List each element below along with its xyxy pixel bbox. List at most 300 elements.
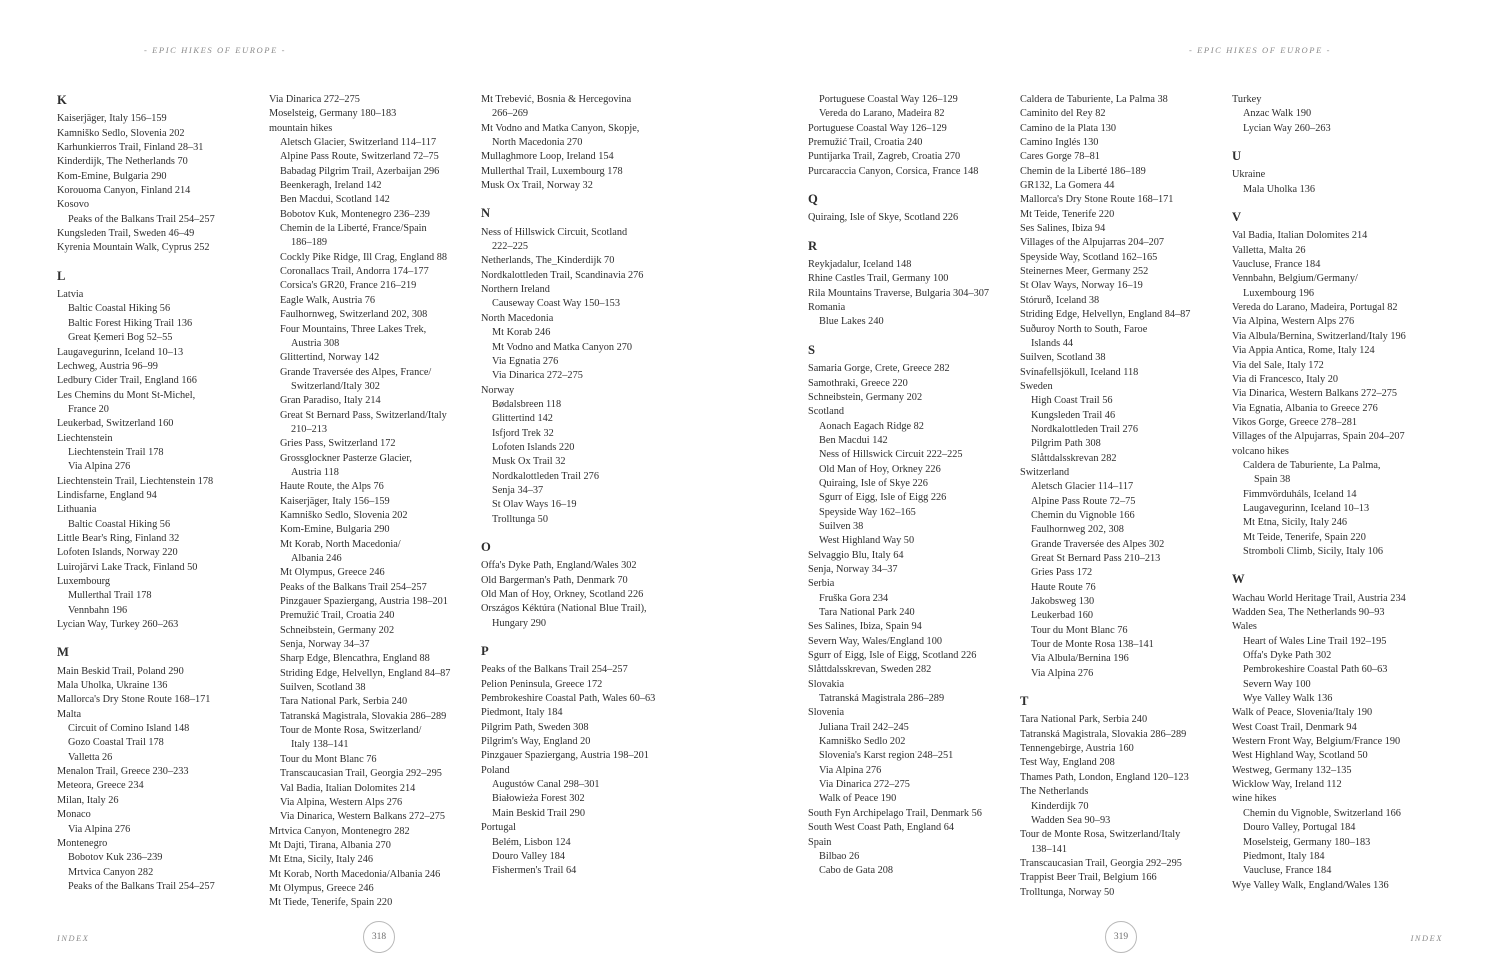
index-entry: Tour de Monte Rosa, Switzerland/Italy <box>1020 829 1181 841</box>
index-entry: Latvia <box>57 289 84 301</box>
index-entry: Gozo Coastal Trail 178 <box>68 737 164 749</box>
index-entry: GR132, La Gomera 44 <box>1020 180 1115 192</box>
index-entry: Quiraing, Isle of Skye 226 <box>819 477 928 489</box>
index-entry: Striding Edge, Helvellyn, England 84–87 <box>280 667 451 679</box>
index-entry: Fishermen's Trail 64 <box>492 865 577 877</box>
index-letter-heading: P <box>481 644 489 659</box>
index-entry: Villages of the Alpujarras, Spain 204–207 <box>1232 431 1405 443</box>
index-entry: Fruška Gora 234 <box>819 592 889 604</box>
index-entry: Scotland <box>808 406 845 418</box>
index-letter-heading: V <box>1232 210 1242 225</box>
index-entry: Slåttdalsskrevan, Sweden 282 <box>808 664 932 676</box>
index-entry: Via Dinarica, Western Balkans 272–275 <box>280 811 446 823</box>
index-entry: Laugavegurinn, Iceland 10–13 <box>57 346 184 358</box>
index-entry: Ses Salines, Ibiza 94 <box>1020 223 1106 235</box>
index-entry: Glittertind 142 <box>492 413 553 425</box>
index-entry: Val Badia, Italian Dolomites 214 <box>280 782 416 794</box>
index-entry: Mt Olympus, Greece 246 <box>280 567 385 579</box>
index-entry: Fimmvörduháls, Iceland 14 <box>1243 488 1357 500</box>
index-entry: Douro Valley, Portugal 184 <box>1243 822 1356 834</box>
index-entry: Mullerthal Trail 178 <box>68 590 152 602</box>
index-entry: Circuit of Comino Island 148 <box>68 723 190 735</box>
running-head-right: - EPIC HIKES OF EUROPE - <box>1188 45 1332 55</box>
index-entry: Netherlands, The_Kinderdijk 70 <box>481 255 615 267</box>
index-entry: Mt Vodno and Matka Canyon, Skopje, <box>481 122 640 134</box>
index-entry: Bobotov Kuk, Montenegro 236–239 <box>280 208 430 220</box>
index-entry: Heart of Wales Line Trail 192–195 <box>1243 635 1387 647</box>
index-entry: Baltic Forest Hiking Trail 136 <box>68 317 193 329</box>
index-entry: Via Alpina 276 <box>819 764 882 776</box>
index-column-3 <box>481 93 679 911</box>
index-entry: Ben Macdui 142 <box>819 434 888 446</box>
index-entry: Reykjadalur, Iceland 148 <box>808 259 912 271</box>
index-entry: Bødalsbreen 118 <box>492 398 562 410</box>
index-entry: 222–225 <box>492 241 529 253</box>
index-entry: Kaiserjäger, Italy 156–159 <box>57 113 167 125</box>
index-entry: Wadden Sea 90–93 <box>1031 814 1111 826</box>
index-entry: Aonach Eagach Ridge 82 <box>819 420 924 432</box>
index-entry: 210–213 <box>291 423 328 435</box>
index-entry: Lechweg, Austria 96–99 <box>57 360 158 372</box>
index-entry: Tatranská Magistrala 286–289 <box>819 693 945 705</box>
index-entry: Austria 118 <box>291 466 339 478</box>
index-entry: Trolltunga 50 <box>492 513 548 525</box>
index-entry: Eagle Walk, Austria 76 <box>280 294 376 306</box>
index-entry: Tatranská Magistrala, Slovakia 286–289 <box>1020 728 1187 740</box>
index-entry: Schneibstein, Germany 202 <box>808 391 923 403</box>
index-entry: Peaks of the Balkans Trail 254–257 <box>481 664 628 676</box>
index-entry: Portugal <box>481 822 516 834</box>
index-entry: Moselsteig, Germany 180–183 <box>269 108 397 120</box>
index-entry: Kaiserjäger, Italy 156–159 <box>280 495 390 507</box>
index-entry: Slovenia <box>808 707 845 719</box>
index-entry: Vereda do Larano, Madeira 82 <box>819 108 945 120</box>
index-entry: Mrtvica Canyon 282 <box>68 866 154 878</box>
index-entry: Tatranská Magistrala, Slovakia 286–289 <box>280 710 447 722</box>
index-entry: Sweden <box>1020 380 1053 392</box>
index-entry: Vennbahn 196 <box>68 604 128 616</box>
index-entry: 138–141 <box>1031 843 1068 855</box>
index-entry: Liechtenstein Trail, Liechtenstein 178 <box>57 475 214 487</box>
index-entry: Western Front Way, Belgium/France 190 <box>1232 736 1401 748</box>
index-entry: Baltic Coastal Hiking 56 <box>68 518 171 530</box>
index-entry: Causeway Coast Way 150–153 <box>492 298 620 310</box>
index-entry: Hungary 290 <box>492 617 547 629</box>
index-entry: 186–189 <box>291 237 328 249</box>
index-entry: Mullerthal Trail, Luxembourg 178 <box>481 165 623 177</box>
index-entry: Slovenia's Karst region 248–251 <box>819 750 954 762</box>
index-entry: Lithuania <box>57 504 97 516</box>
index-entry: Alpine Pass Route, Switzerland 72–75 <box>280 151 439 163</box>
index-entry: Faulhornweg, Switzerland 202, 308 <box>280 309 428 321</box>
index-entry: Tour de Monte Rosa, Switzerland/ <box>280 725 422 737</box>
index-entry: Grande Traversée des Alpes 302 <box>1031 538 1165 550</box>
index-entry: Pilgrim Path, Sweden 308 <box>481 721 589 733</box>
index-entry: Caminito del Rey 82 <box>1020 108 1106 120</box>
index-entry: Switzerland <box>1020 466 1070 478</box>
index-column-2 <box>269 93 467 911</box>
index-entry: volcano hikes <box>1232 445 1289 457</box>
index-entry: Babadag Pilgrim Trail, Azerbaijan 296 <box>280 165 440 177</box>
index-entry: Via di Francesco, Italy 20 <box>1232 373 1339 385</box>
index-entry: Mala Uholka 136 <box>1243 183 1316 195</box>
index-entry: Milan, Italy 26 <box>57 794 119 806</box>
index-entry: Mt Teide, Tenerife 220 <box>1020 208 1115 220</box>
index-entry: Pinzgauer Spaziergang, Austria 198–201 <box>481 750 649 762</box>
index-entry: Via Albula/Bernina 196 <box>1031 653 1129 665</box>
index-entry: Meteora, Greece 234 <box>57 780 144 792</box>
index-entry: Camino de la Plata 130 <box>1020 122 1117 134</box>
index-entry: Via del Sale, Italy 172 <box>1232 359 1324 371</box>
index-entry: Premužić Trail, Croatia 240 <box>808 137 923 149</box>
index-entry: Northern Ireland <box>481 284 550 296</box>
index-entry: St Olav Ways, Norway 16–19 <box>1020 280 1143 292</box>
index-entry: Wachau World Heritage Trail, Austria 234 <box>1232 592 1406 604</box>
footer-label-left: INDEX <box>57 934 90 943</box>
index-entry: Severn Way 100 <box>1243 678 1311 690</box>
index-entry: Tara National Park, Serbia 240 <box>280 696 408 708</box>
index-entry: Mt Olympus, Greece 246 <box>269 882 374 894</box>
index-entry: Vennbahn, Belgium/Germany/ <box>1232 273 1358 285</box>
index-entry: Via Dinarica 272–275 <box>819 779 910 791</box>
index-entry: Musk Ox Trail, Norway 32 <box>481 180 593 192</box>
index-entry: Tara National Park, Serbia 240 <box>1020 714 1148 726</box>
index-entry: The Netherlands <box>1020 786 1089 798</box>
index-entry: Transcaucasian Trail, Georgia 292–295 <box>1020 857 1182 869</box>
index-entry: Test Way, England 208 <box>1020 757 1115 769</box>
index-entry: Via Alpina 276 <box>68 461 131 473</box>
index-entry: Kungsleden Trail, Sweden 46–49 <box>57 228 195 240</box>
index-entry: Walk of Peace 190 <box>819 793 897 805</box>
index-entry: Puntijarka Trail, Zagreb, Croatia 270 <box>808 151 961 163</box>
index-entry: Speyside Way 162–165 <box>819 506 916 518</box>
index-entry: Mt Dajti, Tirana, Albania 270 <box>269 839 391 851</box>
index-entry: South Fyn Archipelago Trail, Denmark 56 <box>808 807 982 819</box>
index-entry: Országos Kéktúra (National Blue Trail), <box>481 603 647 615</box>
index-entry: Vaucluse, France 184 <box>1243 865 1332 877</box>
index-entry: Cares Gorge 78–81 <box>1020 151 1100 163</box>
index-entry: Mrtvica Canyon, Montenegro 282 <box>269 825 410 837</box>
index-entry: St Olav Ways 16–19 <box>492 499 577 511</box>
index-entry: Ness of Hillswick Circuit, Scotland <box>481 226 628 238</box>
index-letter-heading: S <box>808 342 816 357</box>
index-entry: Tara National Park 240 <box>819 607 915 618</box>
index-entry: Samaria Gorge, Crete, Greece 282 <box>808 363 950 375</box>
index-entry: Tour de Monte Rosa 138–141 <box>1031 639 1154 651</box>
index-entry: Kom-Emine, Bulgaria 290 <box>280 524 390 536</box>
index-entry: Piedmont, Italy 184 <box>481 707 563 719</box>
index-column-6 <box>1232 93 1430 900</box>
index-entry: Moselsteig, Germany 180–183 <box>1243 836 1371 848</box>
index-entry: Pinzgauer Spaziergang, Austria 198–201 <box>280 596 448 608</box>
index-entry: Quiraing, Isle of Skye, Scotland 226 <box>808 212 959 224</box>
index-entry: Karhunkierros Trail, Finland 28–31 <box>57 142 204 154</box>
index-entry: South West Coast Path, England 64 <box>808 822 954 834</box>
index-entry: Svínafellsjökull, Iceland 118 <box>1020 366 1139 378</box>
index-entry: Mullaghmore Loop, Ireland 154 <box>481 151 614 163</box>
index-entry: Blue Lakes 240 <box>819 316 884 328</box>
index-entry: Via Alpina 276 <box>1031 667 1094 679</box>
index-entry: Via Egnatia 276 <box>492 355 559 367</box>
index-entry: Ben Macdui, Scotland 142 <box>280 194 390 206</box>
index-entry: Rila Mountains Traverse, Bulgaria 304–307 <box>808 287 990 299</box>
index-entry: Villages of the Alpujarras 204–207 <box>1020 237 1165 249</box>
index-entry: Via Dinarica, Western Balkans 272–275 <box>1232 388 1398 400</box>
index-entry: Mt Trebević, Bosnia & Hercegovina <box>481 94 632 105</box>
index-entry: Trappist Beer Trail, Belgium 166 <box>1020 872 1157 884</box>
index-entry: Mt Etna, Sicily, Italy 246 <box>269 854 374 866</box>
index-entry: Luxembourg 196 <box>1243 287 1315 299</box>
page-right <box>750 0 1500 975</box>
index-entry: Mala Uholka, Ukraine 136 <box>57 680 168 692</box>
index-entry: Piedmont, Italy 184 <box>1243 850 1325 862</box>
index-entry: France 20 <box>68 403 109 415</box>
index-entry: Slåttdalsskrevan 282 <box>1031 452 1117 464</box>
index-entry: Via Alpina 276 <box>68 823 131 835</box>
index-entry: Kamniško Sedlo, Slovenia 202 <box>57 127 185 139</box>
index-columns-left <box>57 93 679 911</box>
index-letter-heading: Q <box>808 192 819 207</box>
index-entry: Coronallacs Trail, Andorra 174–177 <box>280 266 429 278</box>
index-entry: Mt Tiede, Tenerife, Spain 220 <box>269 897 393 909</box>
index-entry: Wales <box>1232 621 1257 633</box>
index-letter-heading: O <box>481 539 492 554</box>
index-entry: Westweg, Germany 132–135 <box>1232 764 1352 776</box>
footer-label-right: INDEX <box>1410 934 1443 943</box>
index-entry: Kamniško Sedlo 202 <box>819 736 906 748</box>
index-entry: Augustów Canal 298–301 <box>492 779 600 791</box>
index-entry: Aletsch Glacier 114–117 <box>1031 481 1134 493</box>
index-entry: Walk of Peace, Slovenia/Italy 190 <box>1232 707 1373 719</box>
running-head-left: - EPIC HIKES OF EUROPE - <box>143 45 287 55</box>
index-entry: Peaks of the Balkans Trail 254–257 <box>280 581 427 593</box>
folio-left: 318 <box>363 921 395 953</box>
index-entry: Vereda do Larano, Madeira, Portugal 82 <box>1232 302 1398 314</box>
index-entry: Montenegro <box>57 837 108 849</box>
index-entry: Kamniško Sedlo, Slovenia 202 <box>280 509 408 521</box>
index-entry: Kinderdijk 70 <box>1031 800 1089 812</box>
index-entry: Kinderdijk, The Netherlands 70 <box>57 156 188 168</box>
index-entry: Mt Korab, North Macedonia/Albania 246 <box>269 868 441 880</box>
index-column-5 <box>1020 93 1218 900</box>
index-entry: Kyrenia Mountain Walk, Cyprus 252 <box>57 242 210 254</box>
index-entry: Gries Pass 172 <box>1031 567 1093 579</box>
index-entry: Norway <box>481 384 515 396</box>
index-entry: Suilven, Scotland 38 <box>280 682 366 694</box>
index-entry: Via Alpina, Western Alps 276 <box>280 796 403 808</box>
index-entry: Suilven, Scotland 38 <box>1020 352 1106 364</box>
index-entry: Douro Valley 184 <box>492 850 566 862</box>
index-entry: Bobotov Kuk 236–239 <box>68 852 163 864</box>
index-column-4 <box>808 93 1006 900</box>
index-entry: Leukerbad, Switzerland 160 <box>57 418 174 430</box>
index-entry: Laugavegurinn, Iceland 10–13 <box>1243 502 1370 514</box>
index-entry: High Coast Trail 56 <box>1031 395 1113 407</box>
index-entry: Premužić Trail, Croatia 240 <box>280 610 395 622</box>
index-entry: Nordkalottleden Trail 276 <box>492 470 599 482</box>
index-entry: Speyside Way, Scotland 162–165 <box>1020 251 1158 263</box>
index-entry: Chemin de la Liberté 186–189 <box>1020 165 1146 177</box>
index-entry: Islands 44 <box>1031 337 1074 349</box>
index-entry: Mt Korab 246 <box>492 327 551 339</box>
index-entry: Ledbury Cider Trail, England 166 <box>57 375 197 387</box>
index-entry: Glittertind, Norway 142 <box>280 352 380 364</box>
index-entry: Severn Way, Wales/England 100 <box>808 635 942 647</box>
index-entry: North Macedonia 270 <box>492 137 583 149</box>
index-letter-heading: U <box>1232 149 1242 164</box>
index-entry: Switzerland/Italy 302 <box>291 380 380 392</box>
index-entry: Offa's Dyke Path 302 <box>1243 650 1332 662</box>
index-letter-heading: L <box>57 268 66 283</box>
index-entry: Striding Edge, Helvellyn, England 84–87 <box>1020 309 1191 321</box>
index-entry: Senja, Norway 34–37 <box>808 563 898 575</box>
index-entry: Camino Inglés 130 <box>1020 137 1099 149</box>
index-entry: Gran Paradiso, Italy 214 <box>280 395 381 407</box>
index-entry: Old Bargerman's Path, Denmark 70 <box>481 574 628 586</box>
index-entry: Via Appia Antica, Rome, Italy 124 <box>1232 345 1375 357</box>
index-entry: Gries Pass, Switzerland 172 <box>280 438 396 450</box>
index-entry: Les Chemins du Mont St-Michel, <box>57 389 196 401</box>
index-entry: Senja, Norway 34–37 <box>280 639 370 651</box>
index-entry: Selvaggio Blu, Italy 64 <box>808 549 904 561</box>
index-entry: Mallorca's Dry Stone Route 168–171 <box>57 694 211 706</box>
index-entry: Great St Bernard Pass, Switzerland/Italy <box>280 409 447 421</box>
index-entry: Nordkalottleden Trail, Scandinavia 276 <box>481 269 644 281</box>
index-entry: Ness of Hillswick Circuit 222–225 <box>819 449 963 461</box>
index-entry: Valletta 26 <box>68 751 113 763</box>
index-entry: Caldera de Taburiente, La Palma 38 <box>1020 94 1168 105</box>
index-entry: Portuguese Coastal Way 126–129 <box>808 122 947 134</box>
index-entry: Korouoma Canyon, Finland 214 <box>57 185 191 197</box>
index-entry: Mt Etna, Sicily, Italy 246 <box>1243 517 1348 529</box>
index-entry: Via Dinarica 272–275 <box>269 94 360 105</box>
index-entry: Pembrokeshire Coastal Path 60–63 <box>1243 664 1388 676</box>
index-entry: Isfjord Trek 32 <box>492 427 554 439</box>
index-entry: Peaks of the Balkans Trail 254–257 <box>68 213 215 225</box>
index-entry: Anzac Walk 190 <box>1243 108 1312 120</box>
index-entry: Tour du Mont Blanc 76 <box>1031 624 1128 636</box>
index-entry: Sgurr of Eigg, Isle of Eigg, Scotland 226 <box>808 650 977 662</box>
index-entry: Purcaraccia Canyon, Corsica, France 148 <box>808 165 979 177</box>
index-entry: Lindisfarne, England 94 <box>57 489 157 501</box>
index-entry: West Highland Way, Scotland 50 <box>1232 750 1368 762</box>
index-entry: Steinernes Meer, Germany 252 <box>1020 266 1149 278</box>
index-entry: Pelion Peninsula, Greece 172 <box>481 678 603 690</box>
index-entry: Lycian Way 260–263 <box>1243 122 1331 134</box>
index-entry: Vaucluse, France 184 <box>1232 259 1321 271</box>
index-entry: Mallorca's Dry Stone Route 168–171 <box>1020 194 1174 206</box>
index-entry: Tour du Mont Blanc 76 <box>280 753 377 765</box>
index-entry: Alpine Pass Route 72–75 <box>1031 495 1136 507</box>
index-entry: Baltic Coastal Hiking 56 <box>68 303 171 315</box>
index-entry: Great Ķemeri Bog 52–55 <box>68 332 173 344</box>
index-entry: 266–269 <box>492 108 529 120</box>
index-entry: Białowieża Forest 302 <box>492 793 585 805</box>
index-entry: Peaks of the Balkans Trail 254–257 <box>68 880 215 892</box>
index-entry: Albania 246 <box>291 553 342 564</box>
index-entry: Kungsleden Trail 46 <box>1031 409 1116 421</box>
index-entry: Austria 308 <box>291 337 340 349</box>
index-entry: Haute Route, the Alps 76 <box>280 481 384 493</box>
index-entry: Menalon Trail, Greece 230–233 <box>57 766 189 778</box>
index-entry: Poland <box>481 764 510 776</box>
index-entry: Leukerbad 160 <box>1031 610 1094 622</box>
index-entry: Via Alpina, Western Alps 276 <box>1232 316 1355 328</box>
index-column-1 <box>57 93 255 911</box>
index-entry: Slovakia <box>808 678 845 690</box>
index-letter-heading: R <box>808 238 818 253</box>
index-entry: Transcaucasian Trail, Georgia 292–295 <box>280 768 442 780</box>
index-entry: Wadden Sea, The Netherlands 90–93 <box>1232 607 1385 618</box>
index-entry: Trolltunga, Norway 50 <box>1020 886 1115 898</box>
index-entry: Mt Korab, North Macedonia/ <box>280 538 401 550</box>
index-entry: Tennengebirge, Austria 160 <box>1020 743 1134 755</box>
index-entry: Kosovo <box>57 199 90 211</box>
folio-right: 319 <box>1105 921 1137 953</box>
index-entry: wine hikes <box>1232 793 1277 805</box>
index-letter-heading: M <box>57 645 70 660</box>
index-entry: Serbia <box>808 578 835 590</box>
index-columns-right <box>808 93 1430 900</box>
index-entry: Schneibstein, Germany 202 <box>280 624 395 636</box>
index-entry: Valletta, Malta 26 <box>1232 244 1306 256</box>
index-entry: Spain <box>808 836 832 848</box>
index-entry: Via Albula/Bernina, Switzerland/Italy 196 <box>1232 330 1406 342</box>
index-entry: Four Mountains, Three Lakes Trek, <box>280 323 427 335</box>
index-entry: Chemin du Vignoble 166 <box>1031 509 1135 521</box>
index-letter-heading: T <box>1020 694 1029 709</box>
index-entry: Mt Teide, Tenerife, Spain 220 <box>1243 531 1366 543</box>
index-entry: Belém, Lisbon 124 <box>492 836 571 848</box>
index-entry: Pilgrim Path 308 <box>1031 438 1101 450</box>
index-entry: Vikos Gorge, Greece 278–281 <box>1232 416 1358 428</box>
index-entry: Pilgrim's Way, England 20 <box>481 736 591 748</box>
index-entry: Rhine Castles Trail, Germany 100 <box>808 273 949 285</box>
index-entry: Wicklow Way, Ireland 112 <box>1232 779 1342 791</box>
index-entry: Kom-Emine, Bulgaria 290 <box>57 170 167 182</box>
index-entry: Aletsch Glacier, Switzerland 114–117 <box>280 137 437 149</box>
index-entry: Wye Valley Walk, England/Wales 136 <box>1232 879 1389 891</box>
index-entry: Suðuroy North to South, Faroe <box>1020 323 1148 335</box>
index-entry: Sharp Edge, Blencathra, England 88 <box>280 653 430 665</box>
index-entry: Via Dinarica 272–275 <box>492 370 583 382</box>
index-entry: Via Egnatia, Albania to Greece 276 <box>1232 402 1378 414</box>
index-entry: Malta <box>57 708 82 720</box>
index-entry: Thames Path, London, England 120–123 <box>1020 771 1189 783</box>
index-entry: Spain 38 <box>1254 474 1291 486</box>
index-entry: Jakobsweg 130 <box>1031 596 1095 608</box>
index-entry: Caldera de Taburiente, La Palma, <box>1243 459 1381 471</box>
index-entry: Samothraki, Greece 220 <box>808 377 908 389</box>
index-entry: Main Beskid Trail 290 <box>492 807 585 819</box>
index-entry: Lofoten Islands 220 <box>492 441 575 453</box>
index-entry: Old Man of Hoy, Orkney 226 <box>819 463 941 475</box>
index-entry: Ukraine <box>1232 169 1266 181</box>
index-entry: Stórurð, Iceland 38 <box>1020 294 1100 306</box>
index-entry: Corsica's GR20, France 216–219 <box>280 280 417 292</box>
index-entry: Great St Bernard Pass 210–213 <box>1031 553 1161 564</box>
index-entry: Cockly Pike Ridge, Ill Crag, England 88 <box>280 251 448 263</box>
index-entry: Lofoten Islands, Norway 220 <box>57 547 178 559</box>
index-entry: Mt Vodno and Matka Canyon 270 <box>492 341 633 353</box>
index-entry: Wye Valley Walk 136 <box>1243 693 1333 705</box>
index-entry: Little Bear's Ring, Finland 32 <box>57 532 180 544</box>
index-entry: Luirojärvi Lake Track, Finland 50 <box>57 561 198 573</box>
index-entry: Portuguese Coastal Way 126–129 <box>819 94 958 105</box>
index-letter-heading: W <box>1232 572 1245 587</box>
index-entry: Main Beskid Trail, Poland 290 <box>57 665 184 677</box>
index-entry: Liechtenstein Trail 178 <box>68 446 164 458</box>
